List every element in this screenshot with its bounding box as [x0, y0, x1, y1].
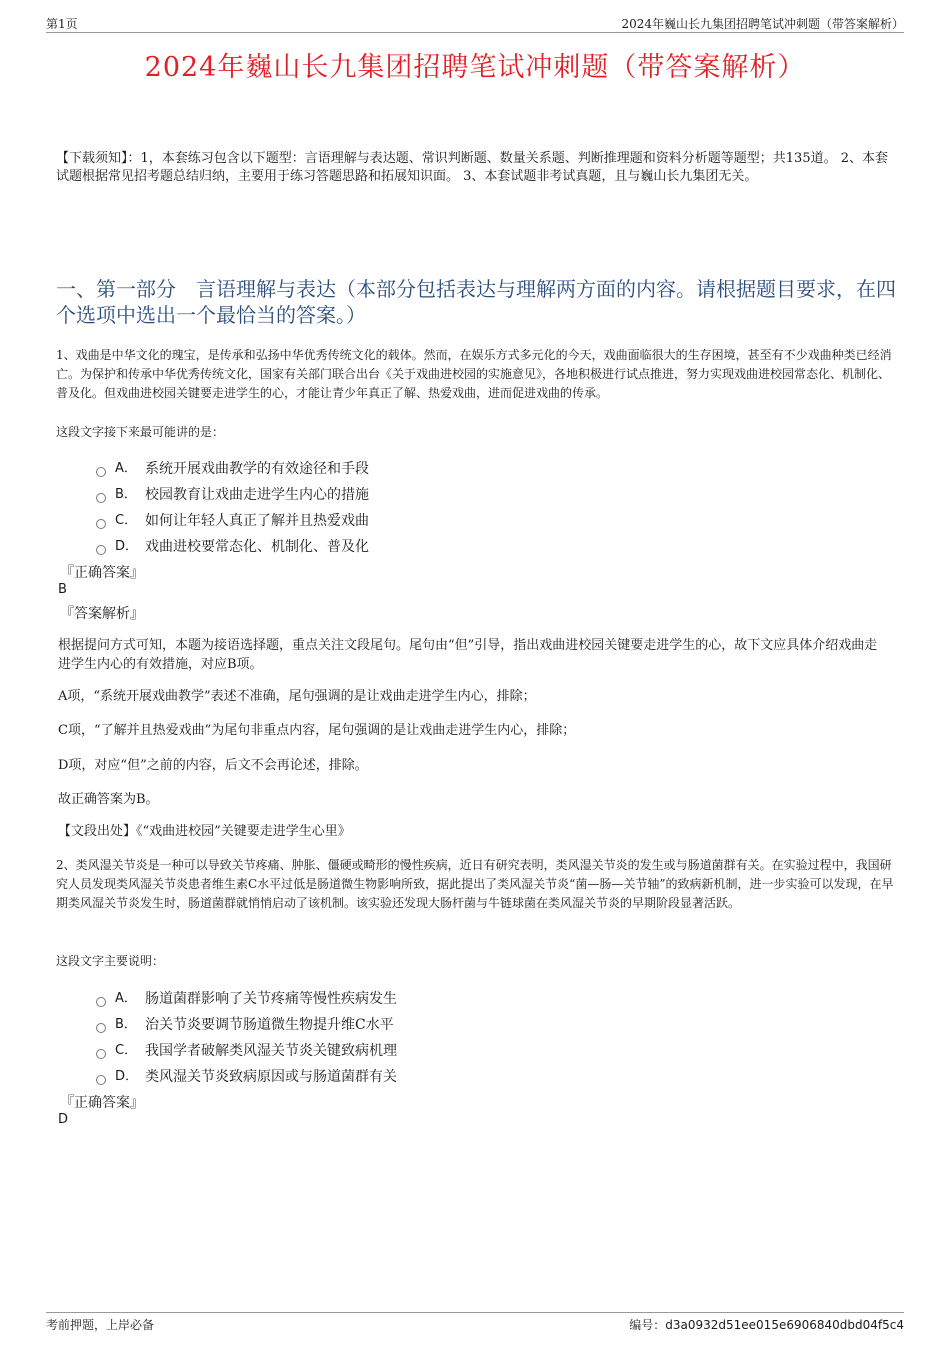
- option-a[interactable]: [96, 456, 369, 482]
- option-c[interactable]: [96, 1038, 397, 1064]
- option-letter: C．: [115, 513, 138, 528]
- option-letter: D．: [115, 1069, 139, 1084]
- document-title: 2024年巍山长九集团招聘笔试冲刺题（带答案解析）: [144, 52, 806, 83]
- question-2-prompt: 这段文字主要说明：: [56, 954, 165, 968]
- page-footer: [46, 1312, 904, 1333]
- radio-icon[interactable]: [96, 545, 106, 555]
- option-text: 类风湿关节炎致病原因或与肠道菌群有关: [145, 1069, 397, 1085]
- question-1-text: 1、戏曲是中华文化的瑰宝，是传承和弘扬中华优秀传统文化的载体。然而，在娱乐方式多元化的今天，戏曲面临很大的生存困境，甚至有不少戏曲种类已经消亡。为保护和传承中华优秀传统文化，国家有关部门联合出台《关于戏曲进校园的实施意见》，各地积极进行试点推进，努力实现戏曲进校园常态化、机制化、普及化。但戏曲进校园关键要走进学生的心，才能让青少年真正了解、热爱戏曲，进而促进戏曲的传承。: [56, 348, 892, 400]
- analysis-paragraph: A项，“系统开展戏曲教学”表述不准确，尾句强调的是让戏曲走进学生内心，排除；: [58, 689, 536, 704]
- option-text: 系统开展戏曲教学的有效途径和手段: [145, 461, 369, 477]
- option-letter: A．: [115, 991, 137, 1006]
- header-doc-title: 2024年巍山长九集团招聘笔试冲刺题（带答案解析）: [621, 17, 904, 31]
- radio-icon[interactable]: [96, 1075, 106, 1085]
- page-number: 第1页: [46, 17, 78, 31]
- analysis-label: 『答案解析』: [60, 606, 144, 622]
- footer-code: [629, 1316, 904, 1333]
- analysis-paragraph: 故正确答案为B。: [58, 792, 159, 807]
- analysis-paragraph: C项，“了解并且热爱戏曲”为尾句非重点内容，尾句强调的是让戏曲走进学生内心，排除；: [58, 723, 576, 738]
- radio-icon[interactable]: [96, 1049, 106, 1059]
- option-text: 治关节炎要调节肠道微生物提升维C水平: [145, 1017, 394, 1033]
- footer-code-label: 编号：: [629, 1318, 666, 1332]
- option-text: 肠道菌群影响了关节疼痛等慢性疾病发生: [145, 991, 397, 1007]
- radio-icon[interactable]: [96, 467, 106, 477]
- question-1-options: [96, 456, 369, 560]
- option-d[interactable]: [96, 1064, 397, 1090]
- option-letter: C．: [115, 1043, 138, 1058]
- analysis-paragraph: 根据提问方式可知，本题为接语选择题，重点关注文段尾句。尾句由“但”引导，指出戏曲进校园关键要走进学生的心，故下文应具体介绍戏曲走进学生内心的有效措施，对应B项。: [58, 638, 878, 672]
- option-text: 校园教育让戏曲走进学生内心的措施: [145, 487, 369, 503]
- radio-icon[interactable]: [96, 493, 106, 503]
- option-letter: B．: [115, 487, 137, 502]
- source-citation: 【文段出处】《“戏曲进校园”关键要走进学生心里》: [58, 824, 351, 839]
- option-b[interactable]: [96, 482, 369, 508]
- analysis-paragraph: D项，对应“但”之前的内容，后文不会再论述，排除。: [58, 758, 368, 773]
- option-c[interactable]: [96, 508, 369, 534]
- option-letter: B．: [115, 1017, 137, 1032]
- correct-answer: D: [58, 1112, 69, 1127]
- page-header: [46, 12, 904, 33]
- footer-code-value: d3a0932d51ee015e6906840dbd04f5c4: [665, 1318, 904, 1332]
- correct-answer: B: [58, 582, 67, 597]
- option-b[interactable]: [96, 1012, 397, 1038]
- question-1-prompt: 这段文字接下来最可能讲的是：: [56, 425, 225, 439]
- option-text: 我国学者破解类风湿关节炎关键致病机理: [145, 1043, 397, 1059]
- correct-answer-label: 『正确答案』: [60, 565, 144, 581]
- radio-icon[interactable]: [96, 1023, 106, 1033]
- section-title: 一、第一部分 言语理解与表达（本部分包括表达与理解两方面的内容。请根据题目要求，在四个选项中选出一个最恰当的答案。）: [56, 277, 896, 327]
- radio-icon[interactable]: [96, 519, 106, 529]
- option-text: 戏曲进校要常态化、机制化、普及化: [145, 539, 369, 555]
- radio-icon[interactable]: [96, 997, 106, 1007]
- question-2-text: 2、类风湿关节炎是一种可以导致关节疼痛、肿胀、僵硬或畸形的慢性疾病，近日有研究表明，类风湿关节炎的发生或与肠道菌群有关。在实验过程中，我国研究人员发现类风湿关节炎患者维生素C水平过低是肠道微生物影响所致，据此提出了类风湿关节炎“菌—肠—关节轴”的致病新机制，进一步实验可以发现，在早期类风湿关节炎发生时，肠道菌群就悄悄启动了该机制。该实验还发现大肠杆菌与牛链球菌在类风湿关节炎的早期阶段显著活跃。: [56, 858, 894, 910]
- option-a[interactable]: [96, 986, 397, 1012]
- option-letter: D．: [115, 539, 139, 554]
- option-letter: A．: [115, 461, 137, 476]
- option-text: 如何让年轻人真正了解并且热爱戏曲: [145, 513, 369, 529]
- correct-answer-label: 『正确答案』: [60, 1095, 144, 1111]
- question-2-options: [96, 986, 397, 1090]
- option-d[interactable]: [96, 534, 369, 560]
- download-notice: 【下载须知】：1，本套练习包含以下题型：言语理解与表达题、常识判断题、数量关系题、判断推理题和资料分析题等题型；共135道。 2、本套试题根据常见招考题总结归纳，主要用于练习答题思路和拓展知识面。 3、本套试题非考试真题，且与巍山长九集团无关。: [56, 151, 888, 184]
- footer-slogan: 考前押题，上岸必备: [46, 1318, 155, 1332]
